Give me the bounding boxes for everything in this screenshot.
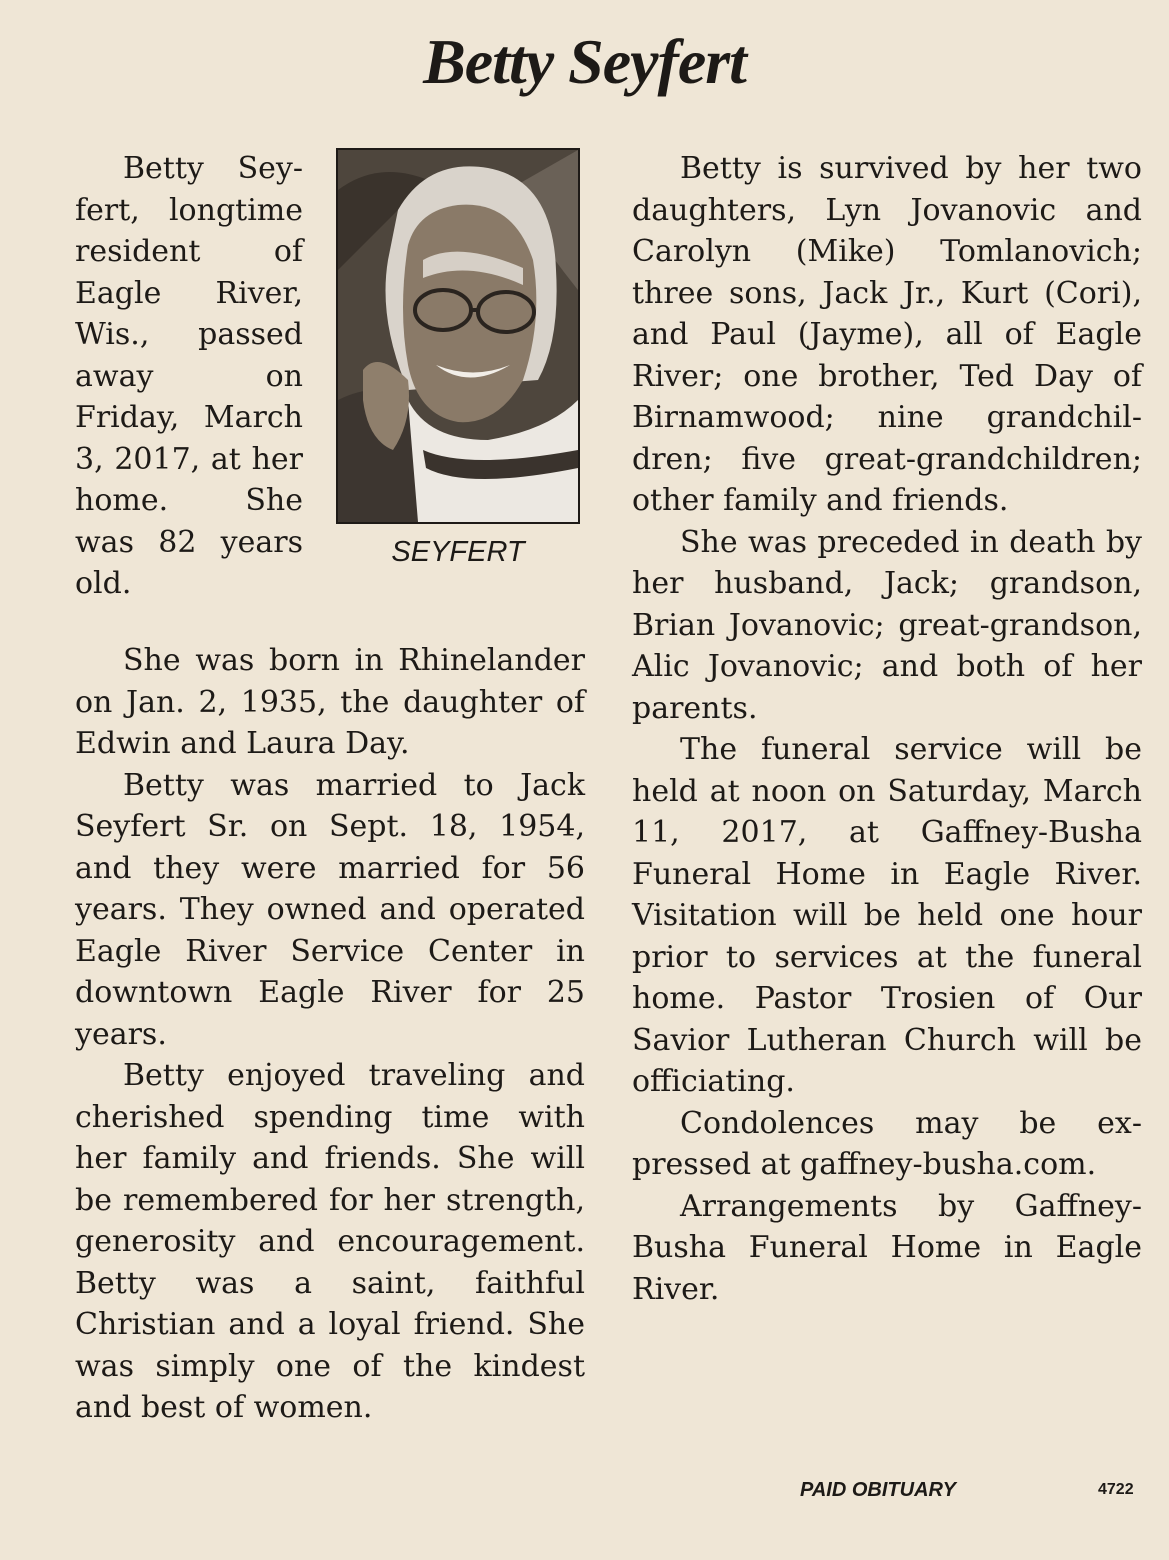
- ad-number: 4722: [1098, 1481, 1134, 1498]
- paid-obituary-label: PAID OBITUARY: [800, 1479, 956, 1501]
- photo-caption: SEYFERT: [391, 536, 525, 568]
- birth-paragraph: She was born in Rhinelander on Jan. 2, 1935, the daughter of Edwin and Laura Day.: [75, 643, 585, 761]
- intro-column: [75, 148, 303, 605]
- remembrance-paragraph: Betty enjoyed traveling and cherished spending time with her family and friends. She will be remembered for her strength, generosity and encouragement. Betty was a saint, faithful Christian and a loyal friend. She was simply one of the kindest and best of women.: [75, 1058, 585, 1425]
- condolences-paragraph: Condolences may be expressed at gaffney-busha.com.: [632, 1105, 1142, 1182]
- preceded-paragraph: She was preceded in death by her husband, Jack; grandson, Brian Jovanovic; great-grandson, Alic Jovanovic; and both of her parents.: [632, 524, 1142, 726]
- portrait-photo: [336, 148, 580, 524]
- right-column: [632, 148, 1142, 1310]
- survivors-paragraph: Betty is survived by her two daughters, Lyn Jovanovic and Carolyn (Mike) Tomlanovich; three sons, Jack Jr., Kurt (Cori), and Paul (Jayme), all of Eagle River; one brother, Ted Day of Birnamwood; nine grandchildren; five great-grandchildren; other family and friends.: [632, 151, 1142, 518]
- obituary-title: Betty Seyfert: [423, 26, 746, 97]
- left-column: [75, 640, 585, 1429]
- marriage-paragraph: Betty was married to Jack Seyfert Sr. on Sept. 18, 1954, and they were married for 56 years. They owned and operated Eagle River Service Center in downtown Eagle River for 25 years.: [75, 767, 585, 1052]
- service-paragraph: The funeral service will be held at noon on Saturday, March 11, 2017, at Gaffney-Busha Funeral Home in Eagle River. Visitation will be held one hour prior to services at the funeral home. Pastor Trosien of Our Savior Lutheran Church will be officiating.: [632, 732, 1142, 1099]
- arrangements-paragraph: Arrangements by Gaffney-Busha Funeral Home in Eagle River.: [632, 1188, 1142, 1307]
- intro-paragraph: Betty Seyfert, longtime resident of Eagle River, Wis., passed away on Friday, March 3, 2017, at her home. She was 82 years old.: [75, 151, 303, 601]
